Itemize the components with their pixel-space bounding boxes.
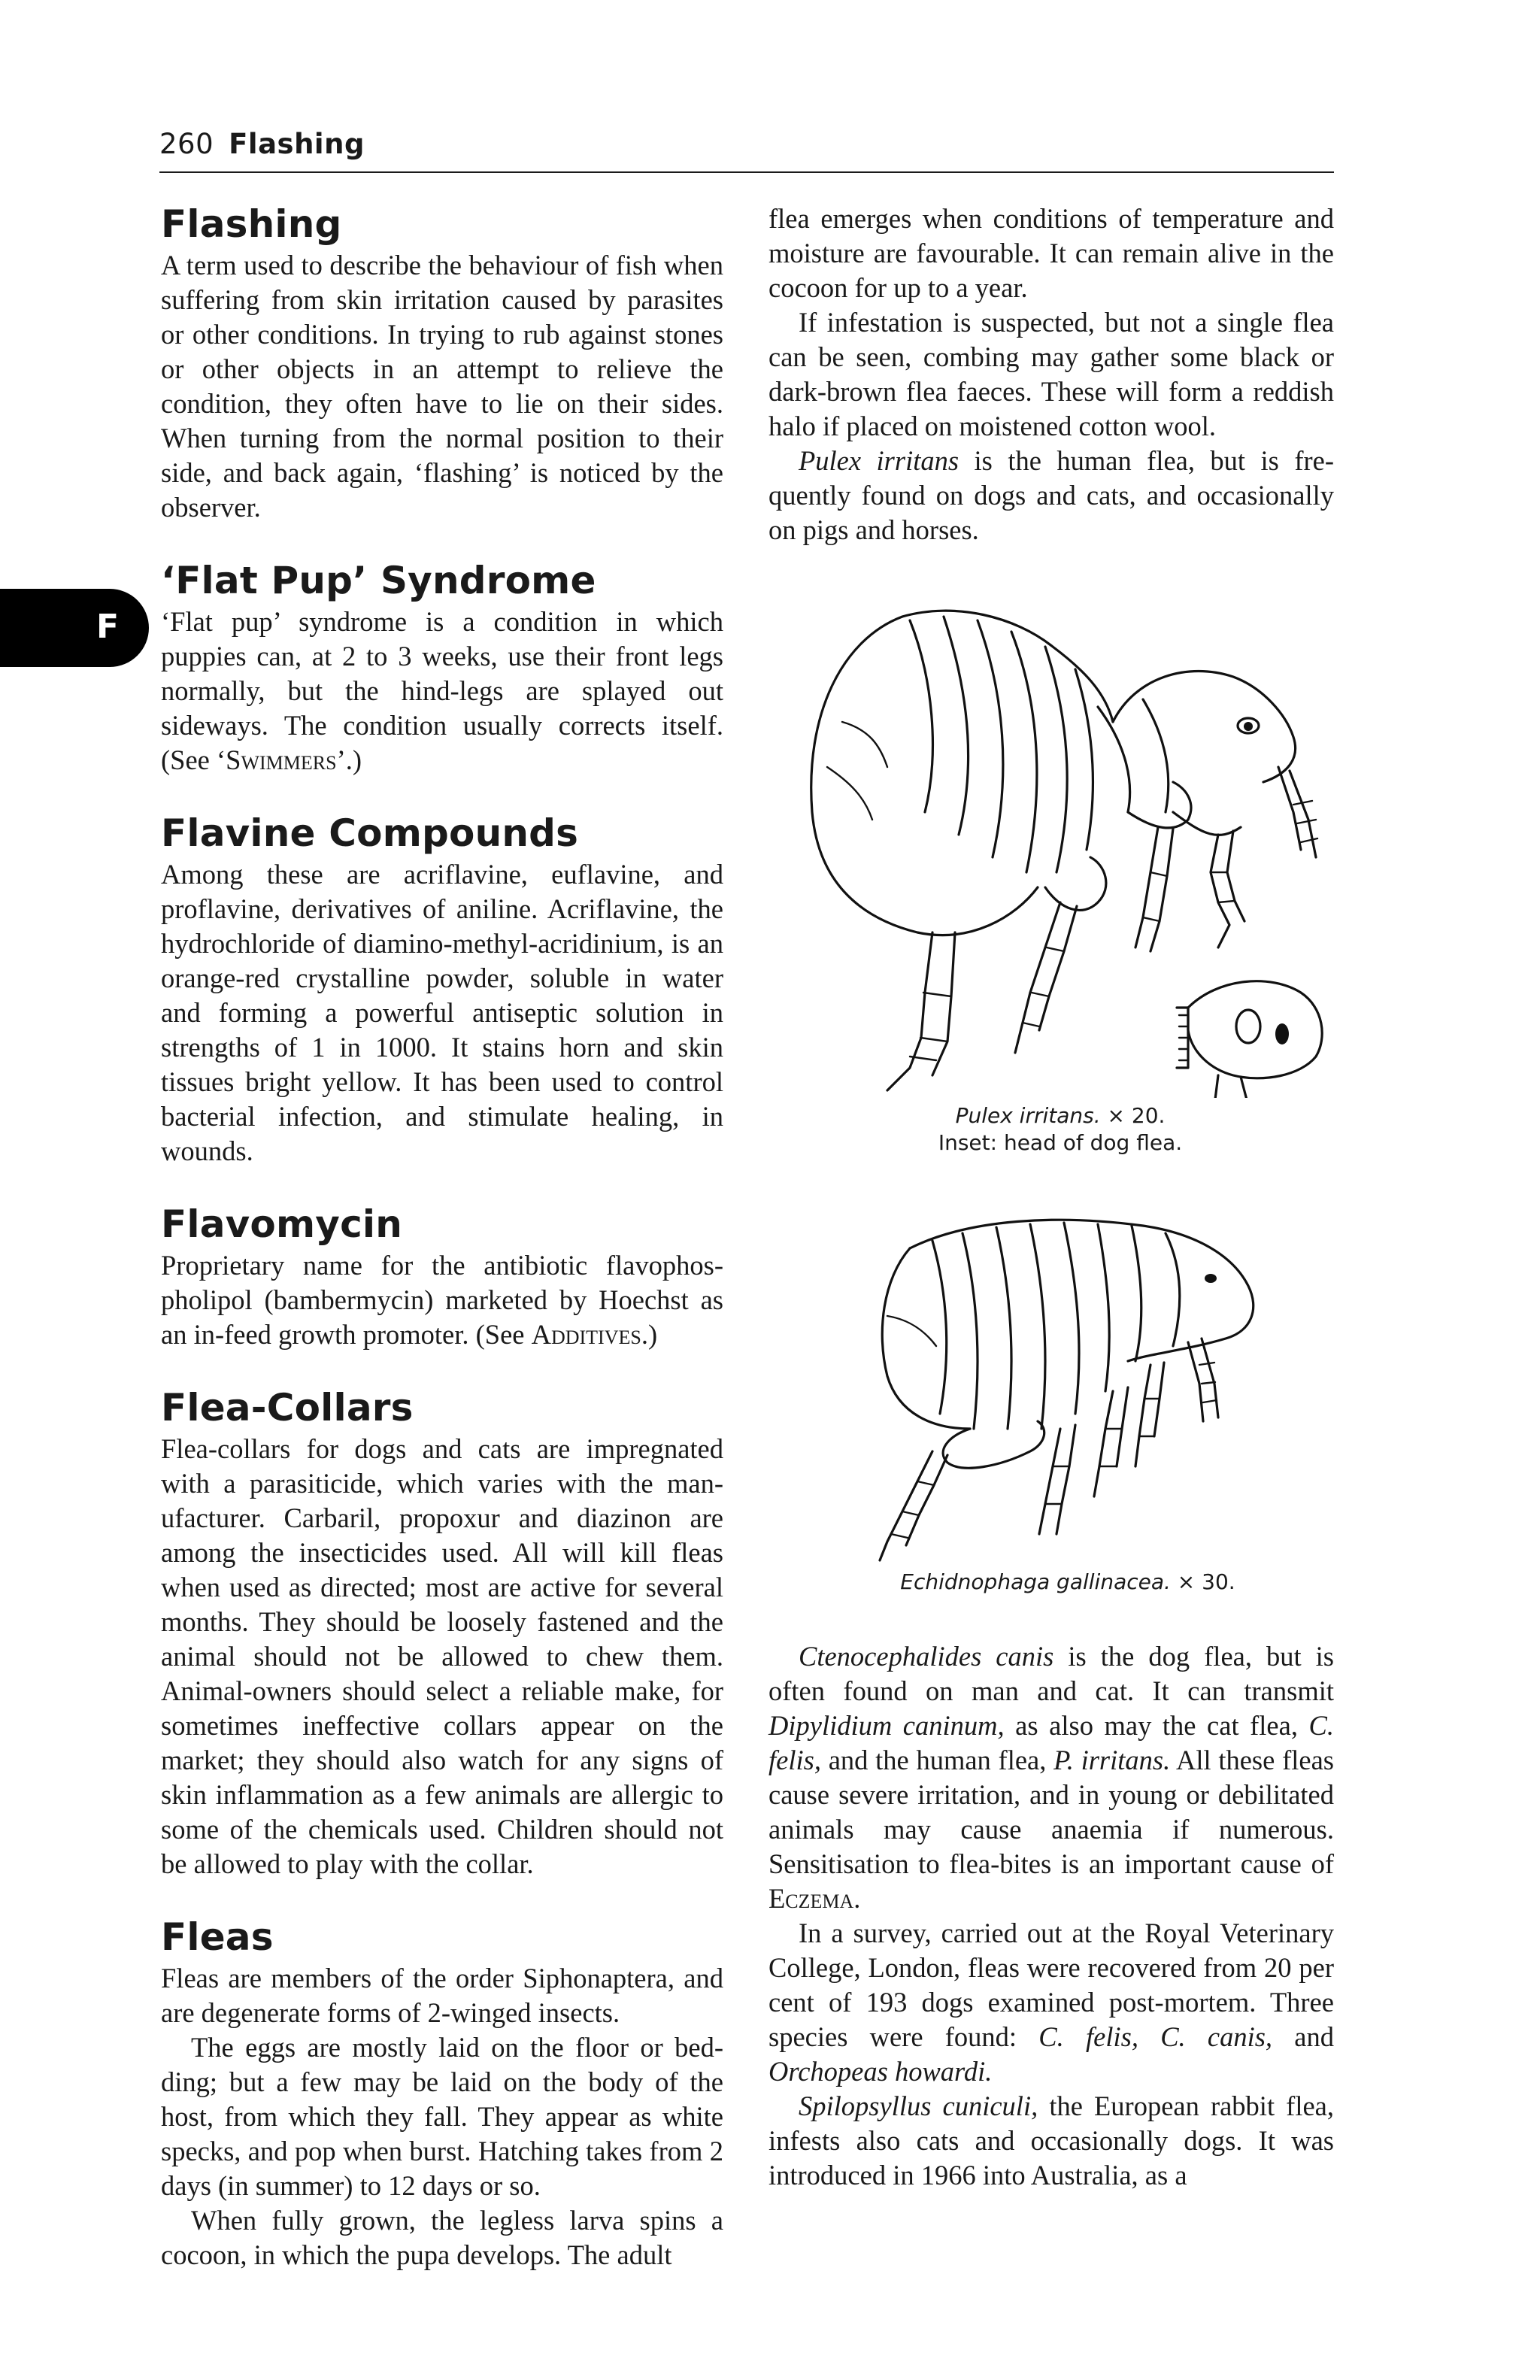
right-column-top (768, 202, 1334, 547)
body-text: All these fleas cause severe irritation, and in young or debilitated animals may cause anaemia if numerous. Sensitisation to flea-bites is an important cause of (768, 1745, 1334, 1879)
running-title: Flashing (229, 128, 365, 160)
entry-flavine-compounds (161, 811, 723, 1169)
species-name: Ctenocephalides canis (799, 1641, 1054, 1672)
entry-title: Flavine Compounds (161, 811, 579, 855)
body-paragraph: If infestation is suspected, but not a single flea can be seen, combing may gather some black or dark-brown flea faeces. These will form a reddish halo if placed on moistened cotton wool. (768, 307, 1334, 441)
caption-line-1 (827, 1569, 1308, 1596)
thumb-index-letter: F (95, 608, 119, 646)
see-ref-additives: Additives (531, 1319, 641, 1350)
right-column-bottom (768, 1639, 1334, 2193)
species-name: Dipylidium caninum, (768, 1710, 1005, 1741)
echidnophaga-gallinacea-drawing (865, 1203, 1286, 1564)
see-open: (See ‘ (161, 744, 226, 775)
body-text: Proprietary name for the antibiotic flavophospholipol (bambermycin) marketed by Hoechst as an in-feed growth promoter. (161, 1250, 723, 1350)
body-text (1138, 2021, 1160, 2052)
caption-line-1 (850, 1102, 1271, 1129)
figure-echidnophaga-gallinacea (865, 1203, 1286, 1564)
body-paragraph (768, 2089, 1334, 2193)
see-ref-eczema: Eczema (768, 1883, 854, 1914)
entry-body (161, 1248, 723, 1352)
figure-caption-echidnophaga (827, 1569, 1308, 1596)
see-close: ’.) (336, 744, 362, 775)
entry-body: Flea-collars for dogs and cats are impregnated with a parasiticide, which varies with the manufacturer. Carbaril, propoxur and diazinon are among the insecticides used. All will kill fleas when used as directed; most are active for several months. They should be loosely fastened and the animal should not be allowed to chew them. Animal-owners should select a reliable make, for sometimes ineffective collars appear on the market; they should also watch for any signs of skin inflammation as a few animals are allergic to some of the chemicals used. Children should not be allowed to play with the collar. (161, 1433, 723, 1879)
body-text: is the dog flea, but is often found on man and cat. It can transmit (768, 1641, 1335, 1706)
cross-reference (476, 1319, 658, 1350)
see-ref-swimmers: Swimmers (226, 744, 337, 775)
entry-flashing (161, 202, 723, 525)
see-close: .) (641, 1319, 658, 1350)
see-open: (See (475, 1319, 532, 1350)
entry-body (161, 605, 723, 778)
species-name: C. felis, (768, 1710, 1335, 1775)
caption-species: Echidnophaga gallinacea. (900, 1569, 1171, 1594)
entry-body: A term used to describe the behaviour of fish when suffering from skin irritation caused by parasites or other conditions. In trying to rub against stones or other objects in an attempt to relieve the condition, they often have to lie on their sides. When turning from the normal position to their side, and back again, ‘flashing’ is noticed by the observer. (161, 250, 723, 523)
body-paragraph (768, 1916, 1334, 2089)
figure-caption-pulex (850, 1102, 1271, 1157)
entry-flat-pup-syndrome (161, 558, 723, 778)
entry-flea-collars (161, 1385, 723, 1881)
caption-species: Pulex irritans. (955, 1103, 1101, 1128)
entry-body: Among these are acriflavine, euflavine, and proflavine, derivatives of aniline. Acriflavine, the hydrochloride of diamino-methyl-acridinium, is an orange-red crystalline powder, soluble in water and forming a powerful antiseptic solution in strengths of 1 in 1000. It stains horn and skin tissues bright yellow. It has been used to control bacterial infection, and stimulate healing, in wounds. (161, 859, 723, 1166)
body-text: as also may the cat flea, (1004, 1710, 1309, 1741)
left-column (161, 202, 723, 2306)
body-text: and (1272, 2021, 1334, 2052)
body-paragraph (768, 1639, 1334, 1916)
pulex-irritans-drawing (797, 587, 1338, 1098)
body-paragraph (768, 444, 1334, 547)
entry-flavomycin (161, 1202, 723, 1352)
thumb-index-tab (0, 589, 149, 667)
entry-title: Flea-Collars (161, 1386, 414, 1430)
running-head (159, 126, 365, 162)
page-number: 260 (159, 128, 214, 160)
species-name: C. canis, (1160, 2021, 1273, 2052)
entry-title: Flavomycin (161, 1202, 403, 1246)
entry-body: When fully grown, the legless larva spins a cocoon, in which the pupa develops. The adult (161, 2205, 723, 2270)
header-rule (159, 171, 1334, 173)
body-text: is the human flea, but is frequently found on dogs and cats, and occasionally on pigs and horses. (768, 445, 1334, 545)
body-text: and the human flea, (820, 1745, 1054, 1775)
entry-title: Fleas (161, 1915, 274, 1959)
species-name: P. irritans. (1053, 1745, 1171, 1775)
body-paragraph: flea emerges when conditions of temperature and moisture are favourable. It can remain alive in the cocoon for up to a year. (768, 203, 1334, 303)
figure-pulex-irritans (797, 587, 1338, 1098)
body-text: . (853, 1883, 861, 1914)
body-text: ‘Flat pup’ syndrome is a condition in which puppies can, at 2 to 3 weeks, use their front legs normally, but the hind-legs are splayed out sideways. The condition usually corrects itself. (161, 606, 723, 741)
species-name: Pulex irritans (799, 445, 959, 476)
body-text: In a survey, carried out at the Royal Veterinary College, London, fleas were recovered from 20 per cent of 193 dogs examined post-mortem. Three species were found: (768, 1918, 1334, 2052)
caption-line-2: Inset: head of dog flea. (938, 1130, 1183, 1155)
species-name: Spilopsyllus cuniculi, (799, 2090, 1038, 2121)
cross-reference (161, 744, 362, 775)
species-name: Orchopeas howardi. (768, 2056, 993, 2087)
caption-magnification: × 30. (1170, 1569, 1235, 1594)
entry-body: Fleas are members of the order Siphonaptera, and are degenerate forms of 2-winged insects. (161, 1963, 723, 2028)
entry-fleas (161, 1915, 723, 2272)
body-text: the European rabbit flea, infests also cats and occasionally dogs. It was introduced in 1966 into Australia, as a (768, 2090, 1334, 2191)
caption-magnification: × 20. (1100, 1103, 1166, 1128)
entry-title: Flashing (161, 202, 342, 246)
entry-body: The eggs are mostly laid on the floor or bedding; but a few may be laid on the body of the host, from which they fall. They appear as white specks, and pop when burst. Hatching takes from 2 days (in summer) to 12 days or so. (161, 2032, 723, 2201)
entry-title: ‘Flat Pup’ Syndrome (161, 559, 596, 602)
species-name: C. felis, (1038, 2021, 1138, 2052)
